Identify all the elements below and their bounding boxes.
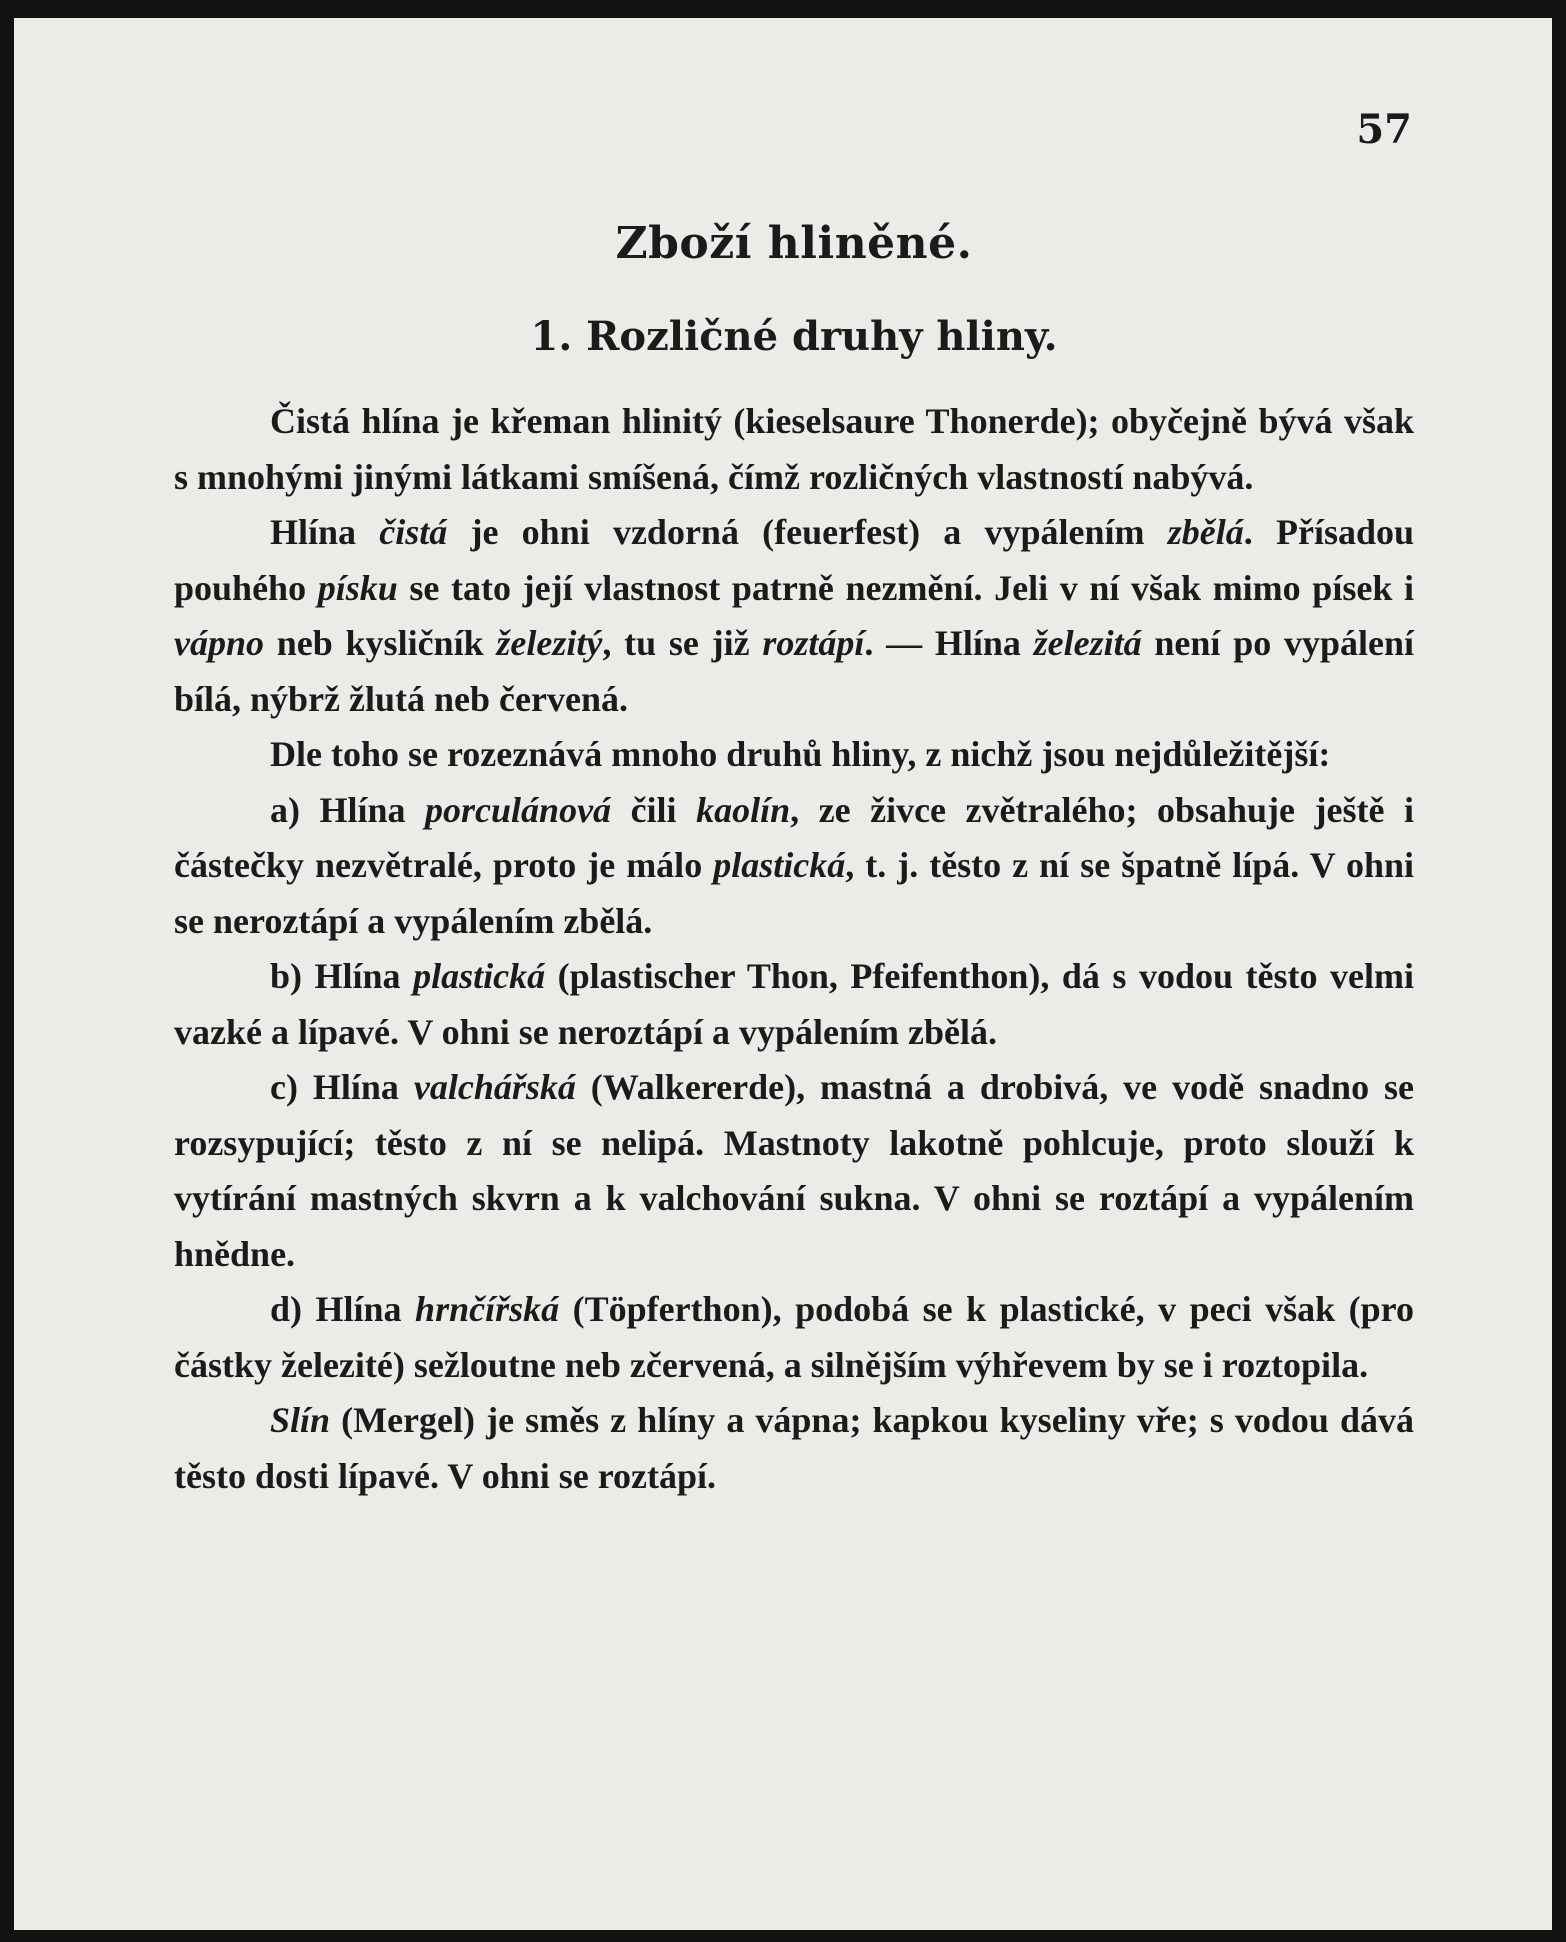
italic-term: čistá — [379, 512, 448, 552]
book-page — [14, 18, 1552, 1930]
italic-term: vápno — [174, 623, 264, 663]
italic-term: Slín — [270, 1400, 331, 1440]
italic-term: kaolín — [696, 789, 791, 830]
text-run: . Přísadou pouhého — [174, 512, 1414, 608]
italic-term: zbělá — [1167, 512, 1244, 552]
italic-term: plastická — [413, 956, 546, 996]
text-run: je ohni vzdorná (feuerfest) a vypálením — [447, 512, 1168, 552]
text-run: (Mergel) je směs z hlíny a vápna; kapkou kyseliny vře; s vodou dává těsto dosti lípavé. V ohni se roztápí. — [174, 1400, 1414, 1496]
text-run: b) Hlína — [270, 956, 414, 996]
text-run: se tato její vlastnost patrně nezmění. Jeli v ní však mimo písek i — [397, 567, 1414, 608]
text-run: , t. j. těsto z ní se špatně lípá. V ohni se neroztápí a vypálením zbělá. — [174, 845, 1415, 941]
text-run: (Töpferthon), podobá se k plastické, v peci však (pro částky železité) sežloutne neb zčervená, a silnějším výhřevem by se i roztopila. — [174, 1289, 1414, 1385]
text-run: neb kysličník — [264, 623, 497, 663]
section-heading: 1. Rozličné druhy hliny. — [530, 313, 1058, 360]
italic-term: hrnčířská — [415, 1289, 560, 1329]
body-text — [174, 394, 1414, 1504]
paragraph — [174, 1060, 1414, 1282]
text-run: není po vypálení bílá, nýbrž žlutá neb červená. — [174, 623, 1414, 719]
page-content — [174, 218, 1414, 1504]
text-run: Dle toho se rozeznává mnoho druhů hliny, z nichž jsou nejdůležitější: — [270, 734, 1331, 774]
text-run: Čistá hlína je křeman hlinitý (kieselsaure Thonerde); obyčejně bývá však s mnohými jinými látkami smíšená, čímž rozličných vlastností nabývá. — [174, 401, 1414, 497]
text-run: čili — [611, 789, 697, 830]
chapter-title: Zboží hliněné. — [615, 218, 973, 269]
italic-term: písku — [317, 567, 398, 608]
text-run: , ze živce zvětralého; obsahuje ještě i částečky nezvětralé, proto je málo — [174, 789, 1414, 885]
page-number: 57 — [1356, 106, 1412, 153]
italic-term: porculánová — [425, 789, 612, 830]
text-run: (Walkererde), mastná a drobivá, ve vodě snadno se rozsypující; těsto z ní se nelipá. Mastnoty lakotně pohlcuje, proto slouží k vytírání mastných skvrn a k valchování sukna. V ohni se roztápí a vypálením hnědne. — [174, 1067, 1414, 1274]
paragraph — [174, 505, 1414, 727]
paragraph — [174, 949, 1414, 1060]
paragraph — [174, 1282, 1414, 1393]
text-run: Hlína — [270, 512, 380, 552]
paragraph — [174, 783, 1414, 950]
italic-term: plastická — [713, 845, 846, 885]
italic-term: roztápí — [762, 623, 865, 663]
paragraph — [174, 394, 1414, 505]
text-run: c) Hlína — [270, 1067, 414, 1107]
text-run: , tu se již — [602, 623, 763, 663]
text-run: d) Hlína — [270, 1289, 416, 1329]
paragraph — [174, 1393, 1414, 1504]
text-run: (plastischer Thon, Pfeifenthon), dá s vodou těsto velmi vazké a lípavé. V ohni se neroztápí a vypálením zbělá. — [174, 956, 1414, 1052]
text-run: . — Hlína — [864, 623, 1034, 663]
paragraph — [174, 727, 1414, 783]
italic-term: valchářská — [413, 1067, 576, 1107]
text-run: a) Hlína — [270, 789, 426, 830]
italic-term: železitá — [1033, 623, 1142, 663]
italic-term: železitý — [496, 623, 603, 663]
